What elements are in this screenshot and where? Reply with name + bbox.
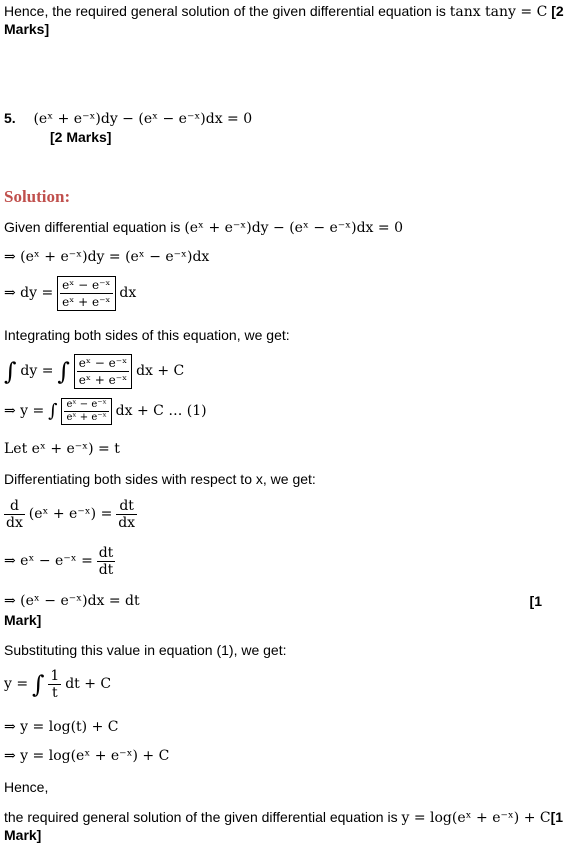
prev-answer-line <box>4 2 564 21</box>
integral-sign-icon: ∫ <box>57 357 70 386</box>
question-line <box>4 109 252 128</box>
integral-rhs: dx + C <box>136 363 185 380</box>
diff-mid: (eˣ + e⁻ˣ) = <box>28 506 113 523</box>
dt-c: dt + C <box>65 676 112 693</box>
integral-line <box>4 354 184 389</box>
mark-1-cont: Mark] <box>4 612 42 628</box>
given-text: Given differential equation is <box>4 219 181 235</box>
log-line-1: ⇒ y = log(t) + C <box>4 719 119 735</box>
integral-lhs: dy = <box>20 363 54 380</box>
d-num: d <box>9 498 19 514</box>
step2-left: ⇒ dy = <box>4 285 54 302</box>
fraction-denominator: eˣ + e⁻ˣ <box>62 295 111 309</box>
question-equation: (eˣ + e⁻ˣ)dy − (eˣ − e⁻ˣ)dx = 0 <box>33 111 253 127</box>
fraction-denominator: eˣ + e⁻ˣ <box>66 412 107 423</box>
question-number: 5. <box>4 110 16 126</box>
fraction-numerator: eˣ − e⁻ˣ <box>78 356 128 370</box>
dt-dt-fraction <box>97 545 116 578</box>
step1: ⇒ (eˣ + e⁻ˣ)dy = (eˣ − e⁻ˣ)dx <box>4 249 210 265</box>
fraction-numerator: eˣ − e⁻ˣ <box>62 278 111 292</box>
d-dx-fraction <box>4 498 25 531</box>
subst-integral <box>4 668 111 701</box>
diff-line-2 <box>4 545 115 578</box>
d-den: dx <box>6 515 23 531</box>
log-line-2: ⇒ y = log(eˣ + e⁻ˣ) + C <box>4 748 170 764</box>
equation-1 <box>4 398 207 425</box>
fraction-numerator: eˣ − e⁻ˣ <box>66 399 107 410</box>
step2-dx: dx <box>119 285 137 302</box>
final-mark: [1 <box>550 809 564 825</box>
prev-marks: [2 <box>551 3 564 19</box>
eq1-fraction <box>64 399 108 424</box>
solution-heading: Solution: <box>4 187 71 206</box>
mark-1: [1 <box>529 593 542 609</box>
y-eq: y = <box>4 676 29 693</box>
final-mark-cont: Mark] <box>4 827 42 843</box>
eq1-left: ⇒ y = <box>4 403 45 420</box>
step2-fraction <box>60 277 112 310</box>
integral-bracket <box>74 354 132 389</box>
t-den: t <box>48 684 61 701</box>
step2 <box>4 276 136 311</box>
integrating-text: Integrating both sides of this equation, we get: <box>4 327 290 343</box>
integral-sign-icon: ∫ <box>48 400 58 422</box>
given-math: (eˣ + e⁻ˣ)dy − (eˣ − e⁻ˣ)dx = 0 <box>184 220 403 236</box>
prev-marks-cont: Marks] <box>4 21 50 37</box>
dt-num: dt <box>98 545 114 561</box>
one-over-t <box>48 668 61 701</box>
prev-answer-math: tanx tany = C <box>449 4 548 20</box>
given-line <box>4 218 403 237</box>
final-text: the required general solution of the given differential equation is <box>4 809 398 825</box>
dt-dx-fraction <box>116 498 137 531</box>
eq1-bracket <box>61 398 111 425</box>
fraction-denominator: eˣ + e⁻ˣ <box>78 373 128 387</box>
step-diff2: ⇒ eˣ − e⁻ˣ = <box>4 553 93 570</box>
step2-bracket <box>57 276 115 311</box>
question-marks: [2 Marks] <box>50 129 112 145</box>
diff-line-3: ⇒ (eˣ − e⁻ˣ)dx = dt <box>4 593 140 609</box>
hence-text: Hence, <box>4 779 49 795</box>
integral-fraction <box>77 355 129 388</box>
prev-answer-text: Hence, the required general solution of the given differential equation is <box>4 3 446 19</box>
final-line <box>4 808 563 827</box>
let-line: Let eˣ + e⁻ˣ) = t <box>4 441 120 457</box>
subst-text: Substituting this value in equation (1), we get: <box>4 642 287 658</box>
eq1-right: dx + C … (1) <box>115 403 207 420</box>
one-num: 1 <box>50 668 60 684</box>
integral-sign-icon: ∫ <box>4 357 17 386</box>
dt-den: dt <box>98 562 114 578</box>
dt-num: dt <box>119 498 134 514</box>
diff-text: Differentiating both sides with respect to x, we get: <box>4 471 316 487</box>
diff-line <box>4 498 137 531</box>
final-math: y = log(eˣ + e⁻ˣ) + C <box>401 810 551 826</box>
integral-sign-icon: ∫ <box>31 670 45 699</box>
dx-den: dx <box>118 515 136 531</box>
